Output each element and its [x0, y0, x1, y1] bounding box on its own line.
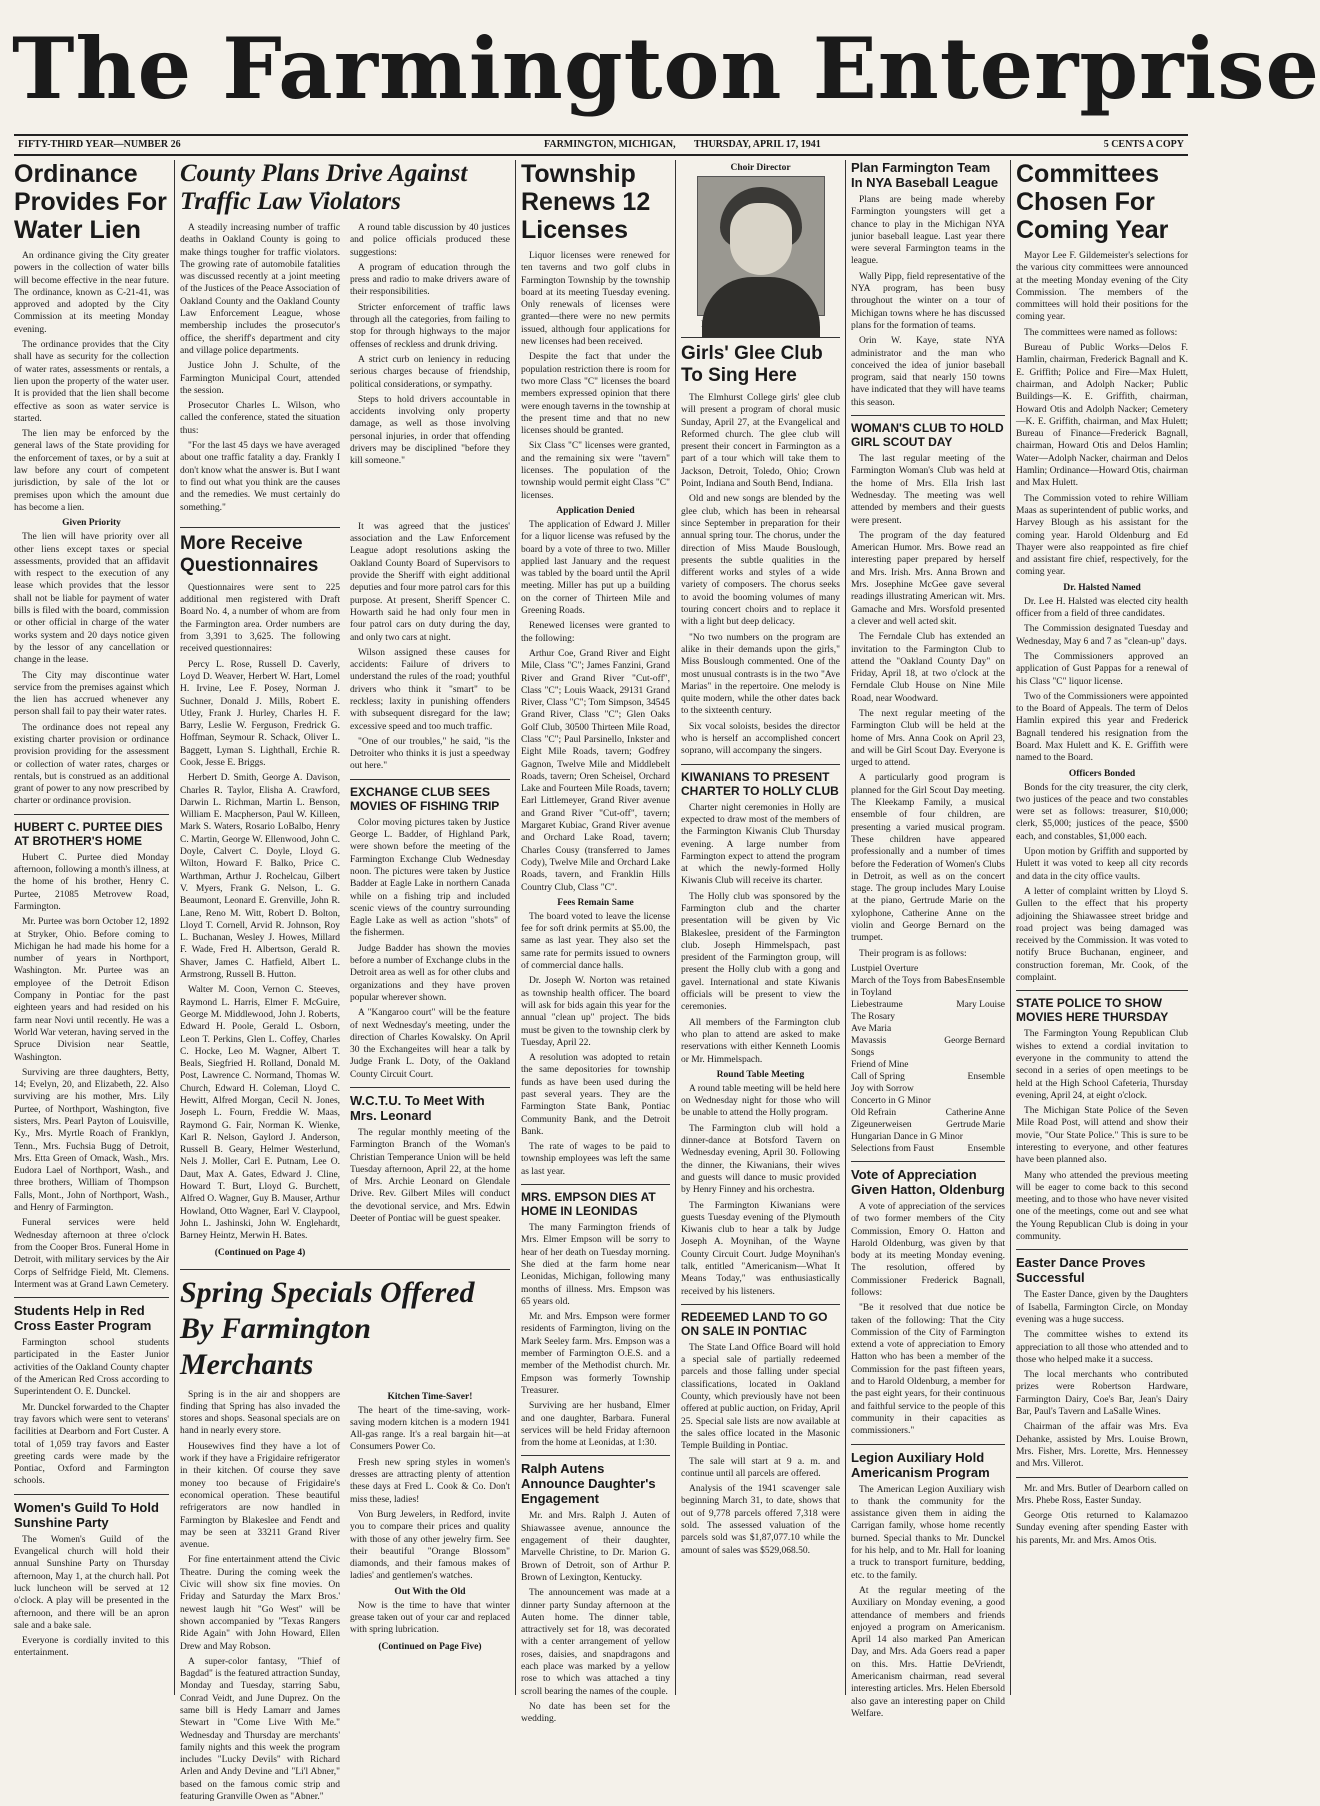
headline: EXCHANGE CLUB SEES MOVIES OF FISHING TRIP [349, 784, 500, 813]
dateline-date: THURSDAY, APRIL 17, 1941 [694, 139, 821, 150]
paragraph: A "Kangaroo court" will be the feature of next Wednesday's meeting, under the direction of Charles Kowalsky. On April 30 the Exchangeites will hear a talk by Judge Frank L. Doty, of the Oakland County Circuit Court. [349, 1008, 510, 1080]
paragraph: Arthur Coe, Grand River and Eight Mile, Class "C"; James Fanzini, Grand River and Grand River "Cut-off", Class "C"; Louis Waack, 29131 Grand River, Class "C"; Tom Simpson, 34545 Grand River, Class "C"; Glen Oaks Golf Club, 30500 Thirteen Mile Road, Class "C"; Paul Parsinello, Inkster and Eight Mile Roads, tavern; Godfrey Gagnon, Twelve Mile and Middlebelt Roads, tavern; Oren Scheisel, Orchard Lake and Fourteen Mile Roads, tavern; Earl Littlemeyer, Grand River avenue and Grand River "Cut-off", tavern; Margaret Kubiac, Grand River avenue and Orchard Lake Road, tavern; Charles Cousy (transferred to James Cody), Twelve Mile and Orchard Lake Roads, tavern, and Franklin Hills Country Club, Class "C". [521, 648, 670, 893]
divider [851, 415, 1005, 416]
paragraph: The rate of wages to be paid to township employees was left the same as last year. [521, 1142, 670, 1177]
paragraph: It was agreed that the justices' association and the Law Enforcement League adopt resolutions asking the Oakland County Board of Supervisors to provide the Sheriff with eight additional deputies and four more patrol cars for this purpose. At present, Sheriff Spencer C. Howarth said he had only four men in four patrol cars on duty during the day, and only two cars at night. [349, 521, 510, 643]
paragraph: A super-color fantasy, "Thief of Bagdad" is the featured attraction Sunday, Monday and Tuesday, starring Sabu, Conrad Veidt, and June Duprez. On the same bill is Hedy Lamarr and James Stewart in "Come Live With Me." Wednesday and Thursday are merchants' family nights and this week the program includes "Lucky Devils" with Richard Arlen and Andy Devine and "Li'l Abner," based on the famous comic strip and featuring Granville Owen as "Abner." [180, 1656, 341, 1803]
article-wctu [350, 1093, 510, 1225]
divider [180, 1269, 510, 1270]
program-item: Call of Spring Ensemble [851, 1071, 1005, 1082]
column-4 [681, 160, 840, 1698]
paragraph: A program of education through the press and radio to make drivers aware of their responsibilities. [349, 262, 510, 298]
column-3 [521, 160, 670, 1725]
paragraph: Hubert C. Purtee died Monday afternoon, following a month's illness, at the home of his brother, Henry C. Purtee, 21085 Metrovew Road, Farmington. [14, 852, 170, 912]
paragraph: Prosecutor Charles L. Wilson, who called the conference, stated the situation thus: [180, 401, 341, 436]
article-questionnaires [180, 533, 340, 1259]
paragraph: Mr. Purtee was born October 12, 1892 at Stryker, Ohio. Before coming to Michigan he had made his home for a number of years in Northport, Washington. Mr. Purtee was an employee of the Detroit Edison Company in Pontiac for the past eighteen years and had resided on his farm near Novi until recently. He was a World War veteran, having served in the Spruce Division near Seattle, Washington. [14, 917, 169, 1063]
paragraph: The Elmhurst College girls' glee club will present a program of choral music Sunday, April 27, at the Evangelical and Reformed church. The glee club will present their concert in Farmington as a part of a tour which will take them to Jackson, Detroit, Toledo, Ohio; Crown Point, Indiana and South Bend, Indiana. [681, 393, 840, 490]
paragraph: The application of Edward J. Miller for a liquor license was refused by the board by a vote of three to two. Miller applied last January and the request was tabled by the board until the April meeting. Miller has put up a building on the corner of Thirteen Mile and Greening Roads. [521, 519, 670, 617]
paragraph: Mr. and Mrs. Empson were former residents of Farmington, living on the Mark Seeley farm. Mrs. Empson was a member of Farmington O.E.S. and a member of the Methodist church. Mr. Empson was formerly Township Treasurer. [521, 1312, 670, 1396]
headline: Vote of Appreciation Given Hatton, Oldenburg [851, 1166, 1005, 1197]
divider [1016, 990, 1188, 991]
article-scout-day [851, 421, 1005, 1155]
paragraph: The next regular meeting of the Farmington Club will be held at the home of Mrs. Anna Cook on April 23, and will be Girl Scout Day. Everyone is urged to attend. [851, 708, 1005, 769]
paragraph: The local merchants who contributed prizes were Robertson Hardware, Farmington Dairy, Coe's Bar, Jean's Dairy Bar, Paul's Tavern and LaSalle Wines. [1016, 1370, 1188, 1418]
paragraph: Analysis of the 1941 scavenger sale beginning March 31, to date, shows that out of 9,778 parcels offered 7,318 were sold. The assessed valuation of the parcels sold was $1,87,077.10 while the amount of sales was $529,068.50. [681, 1484, 840, 1556]
headline: Plan Farmington Team In NYA Baseball League [851, 160, 999, 190]
paragraph: Walter M. Coon, Vernon C. Steeves, Raymond L. Harris, Elmer F. McGuire, George M. Middlewood, John J. Roberts, Edward H. Poole, Gerald L. Osborn, Leon T. Perkins, Glen L. Coffey, Charles C. Hocke, Leo M. Wagner, Albert T. Beals, Siegfried H. Rolland, Donald M. Post, Lawrence C. Normand, Thomas W. Church, Edward H. Coleman, Lloyd C. Hewitt, Alfred Morgan, Cecil N. Jones, Joseph L. Fourn, Freddie W. Maas, Raymond G. Fair, Norman K. Wienke, Karl R. Nelson, Gaylord J. Anderson, Russell B. Geary, Helmer Westerlund, Nels J. Moller, Carl E. Putnam, Lee O. Daut, Max A. Gates, Edward J. Cline, Howard T. Burt, Lloyd G. Burchett, Alfred O. Wagner, Guy B. Mauser, Arthur Howland, Otto Wagner, Earl V. Claypool, John L. Jashinski, John W. Englehardt, Barney Heintz, Merwin H. Bates. [180, 985, 341, 1242]
paragraph: George Otis returned to Kalamazoo Sunday evening after spending Easter with his parents, Mr. and Mrs. Amos Otis. [1016, 1511, 1188, 1546]
paragraph: Mr. and Mrs. Butler of Dearborn called on Mrs. Phebe Ross, Easter Sunday. [1016, 1483, 1188, 1506]
program-item: The Rosary [851, 1011, 896, 1022]
headline: REDEEMED LAND TO GO ON SALE IN PONTIAC [681, 1309, 828, 1338]
paragraph: The Ferndale Club has extended an invitation to the Farmington Club to attend the "Oakland County Day" on Friday, April 18, at two o'clock at the Ferndale Club House on Nine Mile Road, near Woodward. [851, 632, 1005, 704]
article-traffic [180, 160, 510, 517]
divider [521, 1184, 670, 1185]
headline: WOMAN'S CLUB TO HOLD GIRL SCOUT DAY [851, 421, 1004, 450]
paragraph: The many Farmington friends of Mrs. Elmer Empson will be sorry to hear of her death on Tuesday morning. She died at the farm home near Leonidas, Michigan, following many months of illness. Mrs. Empson was 65 years old. [521, 1223, 670, 1307]
divider [681, 1304, 840, 1305]
paragraph: A steadily increasing number of traffic deaths in Oakland County is going to make things tougher for traffic violators. The growing rate of automobile fatalities was discussed recently at a joint meeting of the Justices of the Peace Association of Oakland County and the Oakland County Law Enforcement League, whose membership includes the prosecutor's office, the sheriff's department and city and village police departments. [180, 223, 341, 356]
article-empson [521, 1190, 670, 1449]
column-rule [515, 160, 516, 1695]
paragraph: The Farmington Young Republican Club wishes to extend a cordial invitation to everyone in the community to attend the second in a series of open meetings to be held at the High School Cafeteria, Thursday evening, April 24, at eight o'clock. [1016, 1029, 1188, 1101]
paragraph: The Michigan State Police of the Seven Mile Road Post, will attend and show their movie, "Our State Police." This is sure to be interesting to everyone, and other features have been planned also. [1016, 1106, 1188, 1166]
paragraph: The regular monthly meeting of the Farmington Branch of the Woman's Christian Temperance Union will be held Tuesday afternoon, April 22, at the home of Mrs. Archie Leonard on Glendale Drive. Rev. Gilbert Miles will conduct the devotional service, and Mrs. Edwin Deeter of Pontiac will be guest speaker. [349, 1128, 510, 1225]
article-glee-club [681, 343, 840, 758]
paragraph: Housewives find they have a lot of work if they have a Frigidaire refrigerator in their kitchen. Of course they save money too because of Frigidaire's economical operation. These beautiful refrigerators are now handled in Farmington by Blakeslee and Fendt and may be seen at 33211 Grand River avenue. [180, 1441, 341, 1551]
paragraph: The Commissioners approved an application of Gust Pappas for a renewal of his Class "C" liquor license. [1016, 651, 1188, 687]
article-appreciation [851, 1167, 1005, 1438]
program-item: Lustpiel Overture [851, 963, 919, 974]
column-1 [14, 160, 169, 1698]
headline: MRS. EMPSON DIES AT HOME IN LEONIDAS [521, 1190, 656, 1219]
article-legion [851, 1450, 1005, 1721]
headline: HUBERT C. PURTEE DIES AT BROTHER'S HOME [14, 819, 163, 848]
program-item: Concerto in G Minor [851, 1095, 931, 1106]
subheading: Given Priority [62, 518, 121, 529]
divider [681, 337, 840, 338]
paragraph: "Be it resolved that due notice be taken of the following: That the City Commission of the City of Farmington extend a vote of appreciation to Emory Hatton who has been a member of the Commission for the past fifteen years, and to Harold Oldenburg, a member for the past eight years, for their continuous and faithful service to the people of this community in their capacities as commissioners." [851, 1303, 1005, 1437]
paragraph: Dr. Joseph W. Norton was retained as township health officer. The board will ask for bids again this year for the annual "clean up" project. The bids must be given to the township clerk by Tuesday, April 22. [521, 976, 670, 1048]
article-water-lien [14, 160, 169, 808]
paragraph: The committee wishes to extend its appreciation to all those who attended and to those who helped make it a success. [1016, 1330, 1188, 1365]
paragraph: The board voted to leave the license fee for soft drink permits at $5.00, the same as last year. They also set the same rate for permits issued to owners of commercial dance halls. [521, 911, 670, 972]
paragraph: The Commission designated Tuesday and Wednesday, May 6 and 7 as "clean-up" days. [1016, 624, 1188, 647]
paragraph: Mr. Dunckel forwarded to the Chapter tray favors which were sent to veterans' facilities at Dearborn and Fort Custer. A total of 1,059 tray favors and Easter greeting cards were made by the Pontiac, Oxford and Farmington schools. [14, 1402, 169, 1487]
paragraph: Percy L. Rose, Russell D. Caverly, Loyd D. Weaver, Herbert W. Hart, Lomel H. Irvine, Lee F. Posey, Norman J. Suchner, Donald J. Mills, Robert E. Utley, Frank J. Hurley, Charles H. F. Barry, Leslie W. Ferguson, Fredrick G. Hoffman, Seymour R. Schack, Oliver L. Baggett, Lyman S. Lighthall, Erchie R. Cook, Jesse E. Briggs. [180, 659, 341, 768]
paragraph: Dr. Lee H. Halsted was elected city health officer from a field of three candidates. [1016, 596, 1188, 620]
paragraph: Mayor Lee F. Gildemeister's selections for the various city committees were announced at the meeting Monday evening of the City Commission. The members of the committees will hold their positions for the coming year. [1016, 251, 1188, 323]
article-nya [851, 160, 1005, 409]
continued-note: (Continued on Page 4) [214, 1247, 306, 1258]
column-rule [1010, 160, 1011, 1695]
paragraph: A vote of appreciation of the services of two former members of the City Commission, Emory O. Hatton and Harold Oldenburg, was given by that body at its meeting Monday evening. The resolution, offered by Commissioner Frederick Bagnall, follows: [851, 1201, 1005, 1298]
paragraph: Mr. and Mrs. Ralph J. Auten of Shiawassee avenue, announce the engagement of their daughter, Marvelle Christine, to Dr. Marion G. Brown of Detroit, son of Arthur P. Brown of Lexington, Kentucky. [521, 1511, 670, 1583]
paragraph: Now is the time to have that winter grease taken out of your car and replaced with spring lubrication. [349, 1600, 510, 1636]
article-township [521, 160, 670, 1178]
portrait-photo [697, 176, 825, 316]
subheading: Kitchen Time-Saver! [387, 1391, 473, 1402]
subheading: Officers Bonded [1068, 768, 1136, 779]
article-state-police [1016, 996, 1188, 1243]
paragraph: The lien may be enforced by the general laws of the State providing for the enforcement of taxes, or by a suit at law before any court of competent jurisdiction, by sale of the lot or premises upon which the amount due has become a lien. [14, 429, 169, 513]
headline: Ralph Autens Announce Daughter's Engagement [521, 1461, 656, 1507]
headline: Students Help in Red Cross Easter Program [14, 1303, 152, 1334]
program-item: Friend of Mine [851, 1059, 909, 1070]
column-rule [845, 160, 846, 1695]
dateline [14, 134, 1188, 156]
program-item: Mavassis George Bernard [851, 1035, 1005, 1046]
paragraph: A particularly good program is planned for the Girl Scout Day meeting. The Kleekamp Family, a musical ensemble of four children, are presenting a varied musical program. These children have appeared professionally and a number of times before the Federation of Women's Clubs in Detroit, as well as on the concert stage. The group includes Mary Louise at the piano, Gertrude Marie on the xylophone, Catherine Anne on the violin and George Bernard on the trumpet. [851, 773, 1005, 944]
headline: W.C.T.U. To Meet With Mrs. Leonard [349, 1093, 485, 1123]
divider [14, 1297, 169, 1298]
paragraph: Wilson assigned these causes for accidents: Failure of drivers to understand the rules of the road; youthful drivers who think it "smart" to be reckless; laxity in punishing offenders with subsequent disregard for the law; excessive speed and too much traffic. [349, 647, 510, 732]
divider [14, 1494, 169, 1495]
headline: STATE POLICE TO SHOW MOVIES HERE THURSDAY [1016, 996, 1169, 1025]
paragraph: The ordinance provides that the City shall have as security for the collection of water rates, assessments or rentals, a lien upon the property of the water user. It is provided that the lien shall become effective as soon as water service is started. [14, 340, 169, 424]
paragraph: A strict curb on leniency in reducing serious charges because of friendship, political considerations, or sympathy. [349, 354, 510, 390]
paragraph: Bonds for the city treasurer, the city clerk, two justices of the peace and two constables were set as follows: treasurer, $10,000; clerk, $5,000; justices of the peace, $500 each, and constables, $1,000 each. [1016, 782, 1188, 842]
paragraph: For fine entertainment attend the Civic Theatre. During the coming week the Civic will show six fine movies. On Friday and Saturday the Marx Bros.' newest laugh hit "Go West" will be shown accompanied by "Texas Rangers Ride Again" with John Howard, Ellen Drew and May Robson. [180, 1555, 341, 1652]
divider [180, 527, 340, 528]
divider [1016, 1249, 1188, 1250]
program-item: Liebestraume Mary Louise [851, 999, 1005, 1010]
paragraph: Old and new songs are blended by the glee club, which has been in rehearsal since September in preparation for their annual spring tour. The chorus, under the direction of Miss Maude Bouslough, presents the subtle qualities in the different works and styles of a wide variety of composers. The chorus seeks to avoid the booming volumes of many touring concert choirs and to replace it with a light but deep delicacy. [681, 494, 840, 628]
paragraph: The State Land Office Board will hold a special sale of partially redeemed parcels and those falling under special classifications, located in Oakland County, which previously have not been offered at public auction, on Friday, April 25. Special sale lists are now available at the sales office located in the Masonic Temple Building in Pontiac. [681, 1342, 840, 1452]
column-2 [180, 160, 510, 1803]
paragraph: The last regular meeting of the Farmington Woman's Club was held at the home of Mrs. Ella Irish last Wednesday. The meeting was well attended by members and their guests were present. [851, 454, 1005, 526]
program-item: Joy with Sorrow [851, 1083, 914, 1094]
paragraph: Six Class "C" licenses were granted, and the remaining six were "tavern" licenses. The population of the township would permit eight Class "C" licenses. [521, 441, 670, 501]
program-list [851, 963, 1005, 1155]
headline: Women's Guild To Hold Sunshine Party [14, 1499, 159, 1530]
paragraph: The Holly club was sponsored by the Farmington club and the charter presentation will be given by Vic Blakeslee, president of the Farmington club. Joseph Himmelspach, past president of the Farmington group, will present the Holly club with a gong and gavel. International and state Kiwanis officials will be present to view the ceremonies. [681, 891, 840, 1013]
article-committees [1016, 160, 1188, 984]
paragraph: Judge Badder has shown the movies before a number of Exchange clubs in the Detroit area as well as for other clubs and organizations and they have proven popular wherever shown. [349, 943, 510, 1003]
paragraph: Herbert D. Smith, George A. Davison, Charles R. Taylor, Elisha A. Crawford, Darwin L. Richman, Martin L. Benson, William E. Macpherson, Paul W. Killeen, Mark S. Waters, Rosario LoBalbo, Henry C. Martin, George W. Ellenwood, John C. Doyle, Calvert C. Doyle, Lloyd G. Wilton, Howard F. Balko, Price C. Warthman, Arthur J. Rochelcau, Gilbert V. Myers, Frank G. Nelson, L. G. Beaumont, Leonard E. Grenville, John R. Lane, Reno M. Witt, Robert D. Bolton, Lloyd T. Cornell, Arvid R. Johnson, Roy L. Buchanan, Wesley J. Howes, Millard F. Wade, Fred H. Albertson, Gerald R. Shaver, James C. Hatfield, Albert L. Armstrong, Russell B. Hutton. [180, 773, 341, 981]
paragraph: The sale will start at 9 a. m. and continue until all parcels are offered. [681, 1456, 840, 1479]
paragraph: An ordinance giving the City greater powers in the collection of water bills will become effective in the near future. The ordinance, known as C-21-41, was approved and adopted by the City Commission at its meeting Monday evening. [14, 251, 169, 335]
paragraph: Renewed licenses were granted to the following: [521, 621, 670, 644]
shoulders-shape [702, 277, 820, 337]
paragraph: "No two numbers on the program are alike in their demands upon the girls," Miss Bouslough commented. One of the most unusual contrasts is in the two "Ave Marias" in the repertoire. One melody is quite modern, while the other dates back to the sixteenth century. [681, 632, 840, 717]
paragraph: Upon motion by Griffith and supported by Hulett it was voted to keep all city records and data in the city office vaults. [1016, 847, 1188, 882]
article-redeemed-land [681, 1310, 840, 1557]
headline: Easter Dance Proves Successful [1016, 1255, 1146, 1286]
program-item: Zigeunerweisen Gertrude Marie [851, 1119, 1005, 1130]
article-spring-specials [180, 1275, 510, 1806]
article-easter-dance [1016, 1255, 1188, 1547]
article-purtee [14, 820, 169, 1291]
paragraph: Six vocal soloists, besides the director who is herself an accomplished concert soprano, will accompany the singers. [681, 721, 840, 757]
paragraph: A round table meeting will be held here on Wednesday night for those who will be unable to attend the Holly program. [681, 1083, 840, 1119]
choir-director-photo-box [681, 162, 840, 329]
photo-title: Choir Director [730, 163, 791, 173]
column-rule [675, 160, 676, 1695]
program-item: Hungarian Dance in G Minor [851, 1131, 963, 1142]
paragraph: Von Burg Jewelers, in Redford, invite you to compare their prices and quality with those of any other jewelry firm. See their beautiful "Orange Blossom" diamonds, and their famous makes of ladies' and gentlemen's watches. [349, 1509, 510, 1582]
paragraph: The Commission voted to rehire William Maas as superintendent of public works, and Harvey Blough as his assistant for the coming year. Harold Oldenburg and Ed Thayer were also reappointed as fire chief and assistant fire chief, respectively, for the coming year. [1016, 493, 1188, 578]
price: 5 CENTS A COPY [1103, 139, 1184, 150]
paragraph: Color moving pictures taken by Justice George L. Badder, of Highland Park, were shown before the meeting of the Farmington Exchange Club Wednesday noon. The pictures were taken by Justice Badder at Eagle Lake in northern Canada while on a fishing trip and included scenic views of the country surrounding Eagle Lake as well as action "shots" of the fishermen. [349, 817, 510, 939]
paragraph: Everyone is cordially invited to this entertainment. [14, 1636, 169, 1659]
paragraph: The ordinance does not repeal any existing charter provision or ordinance provision providing for the assessment or collection of water rates, charges or rentals, but is construed as an additional grant of power to any now prescribed by charter or ordinance provision. [14, 722, 169, 807]
divider [681, 764, 840, 765]
headline: Girls' Glee Club To Sing Here [681, 343, 823, 386]
paragraph: "For the last 45 days we have averaged about one traffic fatality a day. Frankly I don't know what the answer is. But I want to find out what you think are the causes and the remedies. We must certainly do something." [180, 441, 341, 513]
divider [851, 1161, 1005, 1162]
divider [350, 779, 510, 780]
subheading: Dr. Halsted Named [1063, 582, 1141, 593]
paragraph: Surviving are her husband, Elmer and one daughter, Barbara. Funeral services will be held Friday afternoon from the home at Leonidas, at 1:30. [521, 1401, 670, 1449]
paragraph: Farmington school students participated in the Easter Junior activities of the Oakland County chapter of the American Red Cross according to Superintendent O. E. Dunckel. [14, 1338, 169, 1398]
paragraph: The American Legion Auxiliary wish to thank the community for the assistance given them in aiding the Carrigan family, whose home recently burned. Special thanks to Mr. Dunckel for his help, and to Mr. Hall for loaning a truck to transport furniture, bedding, etc. to the family. [851, 1484, 1005, 1581]
subheading: Out With the Old [394, 1586, 466, 1597]
column-6 [1016, 160, 1188, 1698]
article-red-cross [14, 1303, 169, 1488]
headline: Spring Specials Offered By Farmington Merchants [180, 1275, 475, 1381]
paragraph: Funeral services were held Wednesday afternoon at three o'clock from the Cooper Bros. Funeral Home in Detroit, with military services by the Air Corps of Selfridge Field, Mt. Clemens. Interment was at Grand Lawn Cemetery. [14, 1218, 169, 1290]
paragraph: A round table discussion by 40 justices and police officials produced these suggestions: [349, 223, 510, 258]
masthead-title: The Farmington Enterprise [12, 19, 1320, 118]
headline: KIWANIANS TO PRESENT CHARTER TO HOLLY CLUB [681, 769, 839, 798]
paragraph: Many who attended the previous meeting will be eager to come back to this second meeting, and to those who have never visited one of the meetings, come out and see what the Young Republican Club is doing in your community. [1016, 1170, 1188, 1243]
column-5 [851, 160, 1005, 1719]
paragraph: At the regular meeting of the Auxiliary on Monday evening, a good attendance of members and friends enjoyed a program on Americanism. April 14 also marked Pan American Day, and Mrs. Ada Goers read a paper on this. Mrs. Hattie DeVriendt, Americanism chairman, read several interesting articles. Mrs. Helen Ebersold also gave an interesting paper on Child Welfare. [851, 1585, 1005, 1719]
paragraph: No date has been set for the wedding. [521, 1701, 670, 1725]
headline: Legion Auxiliary Hold Americanism Program [851, 1449, 990, 1480]
paragraph: All members of the Farmington club who plan to attend are asked to make reservations with either Kenneth Loomis or Mr. Himmelspach. [681, 1017, 840, 1065]
paragraph: Spring is in the air and shoppers are finding that Spring has also invaded the stores and shops. Seasonal specials are on hand in nearly every store. [180, 1389, 341, 1437]
paragraph: Justice John J. Schulte, of the Farmington Municipal Court, attended the session. [180, 361, 341, 396]
paragraph: The City may discontinue water service from the premises against which the lien has accrued whenever any person shall fail to pay their water rates. [14, 670, 169, 718]
paragraph: Two of the Commissioners were appointed to the Board of Appeals. The term of Delos Hamlin expired this year and Frederick Bagnall tendered his resignation from the Board. Max Hulett and K. E. Griffith were named to the Board. [1016, 691, 1188, 764]
divider [14, 814, 169, 815]
dateline-place: FARMINGTON, MICHIGAN, [544, 139, 676, 150]
headline: More Receive Questionnaires [180, 532, 319, 576]
divider [851, 1444, 1005, 1445]
paragraph: The Easter Dance, given by the Daughters of Isabella, Farmington Circle, on Monday evening was a huge success. [1016, 1290, 1188, 1325]
continued-note: (Continued on Page Five) [378, 1641, 482, 1652]
paragraph: Liquor licenses were renewed for ten taverns and two golf clubs in Farmington Township by the township board at its meeting Tuesday evening. Only renewals of licenses were granted—there were no new permits issued, although four applications for new licenses had been received. [521, 251, 670, 348]
headline: Township Renews 12 Licenses [521, 160, 651, 244]
program-item: Old Refrain Catherine Anne [851, 1107, 1005, 1118]
subheading: Round Table Meeting [716, 1069, 805, 1080]
divider [350, 1087, 510, 1088]
paragraph: A resolution was adopted to retain the same depositories for township funds as have been used during the past several years. They are the Farmington State Bank, Pontiac Community Bank, and the Detroit Bank. [521, 1053, 670, 1137]
program-item: March of the Toys from Babes in Toyland Ensemble [851, 975, 1005, 998]
paragraph: Wally Pipp, field representative of the NYA program, has been busy throughout the winter on a tour of Michigan towns where he has discussed plans for the formation of teams. [851, 271, 1005, 331]
headline: Committees Chosen For Coming Year [1016, 160, 1169, 244]
subheading: Application Denied [556, 505, 635, 516]
paragraph: Surviving are three daughters, Betty, 14; Evelyn, 20, and Elizabeth, 22. Also surviving are his mother, Mrs. Lily Purtee, of Northport, Washington, five sisters, Mrs. Pearl Payton of Louisville, Ky., Mrs. Myrtle Roach of Franklyn, Tenn., Mrs. Fuchsia Bugg of Detroit, Mrs. Etta Green of Omack, Wash., Mrs. Eudora Lael of Northport, Wash., and three brothers, William of Thompson Falls, Mont., John of Northport, Wash., and Henry of Farmington. [14, 1067, 169, 1214]
article-auten [521, 1461, 670, 1725]
paragraph: The program of the day featured American Humor. Mrs. Bowe read an interesting paper prepared by herself and Mrs. Irish. Mrs. Anna Brown and Mrs. Josephine McGee gave several readings illustrating American wit. Mrs. Gamache and Mrs. Worsfold presented a clever and well acted skit. [851, 530, 1005, 627]
face-shape [730, 203, 792, 275]
article-exchange-club [350, 785, 510, 1081]
paragraph: Questionnaires were sent to 225 additional men registered with Draft Board No. 4, a number of whom are from the Farmington area. Order numbers are from 3,391 to 3,625. The following received questionnaires: [180, 582, 341, 655]
paragraph: Despite the fact that under the population restriction there is room for two more Class "C" licenses the board members expressed opinion that there were enough taverns in the township at the present time and that no new licenses should be granted. [521, 352, 670, 437]
paragraph: Steps to hold drivers accountable in accidents involving only property damage, as well as those involving personal injuries, in order that offending drivers may be disciplined "before they kill someone." [349, 394, 510, 467]
paragraph: "One of our troubles," he said, "is the Detroiter who thinks it is just a speedway out here." [349, 736, 510, 772]
paragraph: The Farmington club will hold a dinner-dance at Botsford Tavern on Wednesday evening, April 30. Following the dinner, the Kiwanians, their wives and guests will dance to music provided by Henry Finney and his orchestra. [681, 1123, 840, 1196]
paragraph: The committees were named as follows: [1024, 327, 1178, 338]
program-item: Selections from Faust Ensemble [851, 1143, 1005, 1154]
paragraph: The Women's Guild of the Evangelical church will hold their annual Sunshine Party on Thursday afternoon, May 1, at the church hall. Pot luck luncheon will be served at 12 o'clock. A play will be presented in the afternoon, and there will be an apron sale and a bake sale. [14, 1534, 169, 1631]
divider [1016, 1477, 1188, 1478]
paragraph: Plans are being made whereby Farmington youngsters will get a chance to play in the Michigan NYA junior baseball league. Last year there were several Farmington teams in the league. [851, 195, 1005, 267]
paragraph: Orin W. Kaye, state NYA administrator and the man who conceived the idea of junior baseball program, said that nearly 150 towns have indicated that they will have teams this season. [851, 336, 1005, 408]
paragraph: The announcement was made at a dinner party Sunday afternoon at the Auten home. The dinner table, attractively set for 18, was decorated with a center arrangement of yellow roses, daisies, and snapdragons and each place was marked by a yellow rose to which was attached a tiny scroll bearing the names of the couple. [521, 1588, 670, 1697]
paragraph: Their program is as follows: [859, 948, 967, 959]
divider [521, 1455, 670, 1456]
paragraph: Bureau of Public Works—Delos F. Hamlin, chairman, Frederick Bagnall and K. E. Griffith; Police and Fire—Max Hulett, chairman, and Adolph Nacker; Public Buildings—K. E. Griffith, chairman, Howard Otis and Adolph Nacker; Cemetery—K. E. Griffith, chairman, and Max Hulett; Bureau of Finance—Frederick Bagnall, chairman, Howard Otis and Delos Hamlin; Water—Adolph Nacker, chairman and Delos Hamlin; Ordinance—Howard Otis, chairman and Max Hulett. [1016, 343, 1188, 489]
headline: Ordinance Provides For Water Lien [14, 160, 167, 244]
paragraph: The heart of the time-saving, work-saving modern kitchen is a modern 1941 All-gas range. It's a real bargain hit—at Consumers Power Co. [349, 1405, 510, 1453]
paragraph: A letter of complaint written by Lloyd S. Gullen to the effect that his property adjoining the Shiawassee street bridge and road project was being damaged was received by the Commission. It was voted to notify Bruce Buchanan, engineer, and construction foreman, Mr. Cook, of the complaint. [1016, 886, 1188, 984]
headline: County Plans Drive Against Traffic Law Violators [180, 160, 468, 215]
article-kiwanians [681, 770, 840, 1298]
program-item: Ave Maria [851, 1023, 892, 1034]
paragraph: The Farmington Kiwanians were guests Tuesday evening of the Plymouth Kiwanis club to hear a talk by Judge Joseph A. Moynihan, of the Wayne County Circuit Court. Judge Moynihan's talk, entitled "Americanism—What It Means Today," was enthusiastically received by his listeners. [681, 1200, 840, 1297]
paragraph: Stricter enforcement of traffic laws through all the categories, from failing to stop for through highways to the major offenses of reckless and drunk driving. [349, 302, 510, 350]
article-womens-guild [14, 1500, 169, 1660]
column-rule [174, 160, 175, 1695]
program-item: Songs [851, 1047, 875, 1058]
paragraph: Charter night ceremonies in Holly are expected to draw most of the members of the Farmington Kiwanis Club Thursday evening. A large number from Farmington expect to attend the program at which the newly-formed Holly Kiwanis Club will receive its charter. [681, 802, 840, 887]
paragraph: Chairman of the affair was Mrs. Eva Dehanke, assisted by Mrs. Louise Brown, Mrs. Fisher, Mrs. Lorette, Mrs. Hennessey and Mrs. Villerot. [1016, 1422, 1188, 1470]
paragraph: Fresh new spring styles in women's dresses are attracting plenty of attention these days at Fred L. Cook & Co. Don't miss these, ladies! [349, 1457, 510, 1505]
paragraph: The lien will have priority over all other liens except taxes or special assessments, provided that an affidavit with respect to the execution of any lease which provides that the lessor shall not be liable for payment of water bills is filed with the board, commission or other official in charge of the water works system and 20 days notice given by the lessor of any cancellation or change in the lease. [14, 532, 169, 666]
volume-number: FIFTY-THIRD YEAR—NUMBER 26 [18, 139, 181, 150]
subheading: Fees Remain Same [557, 897, 634, 908]
